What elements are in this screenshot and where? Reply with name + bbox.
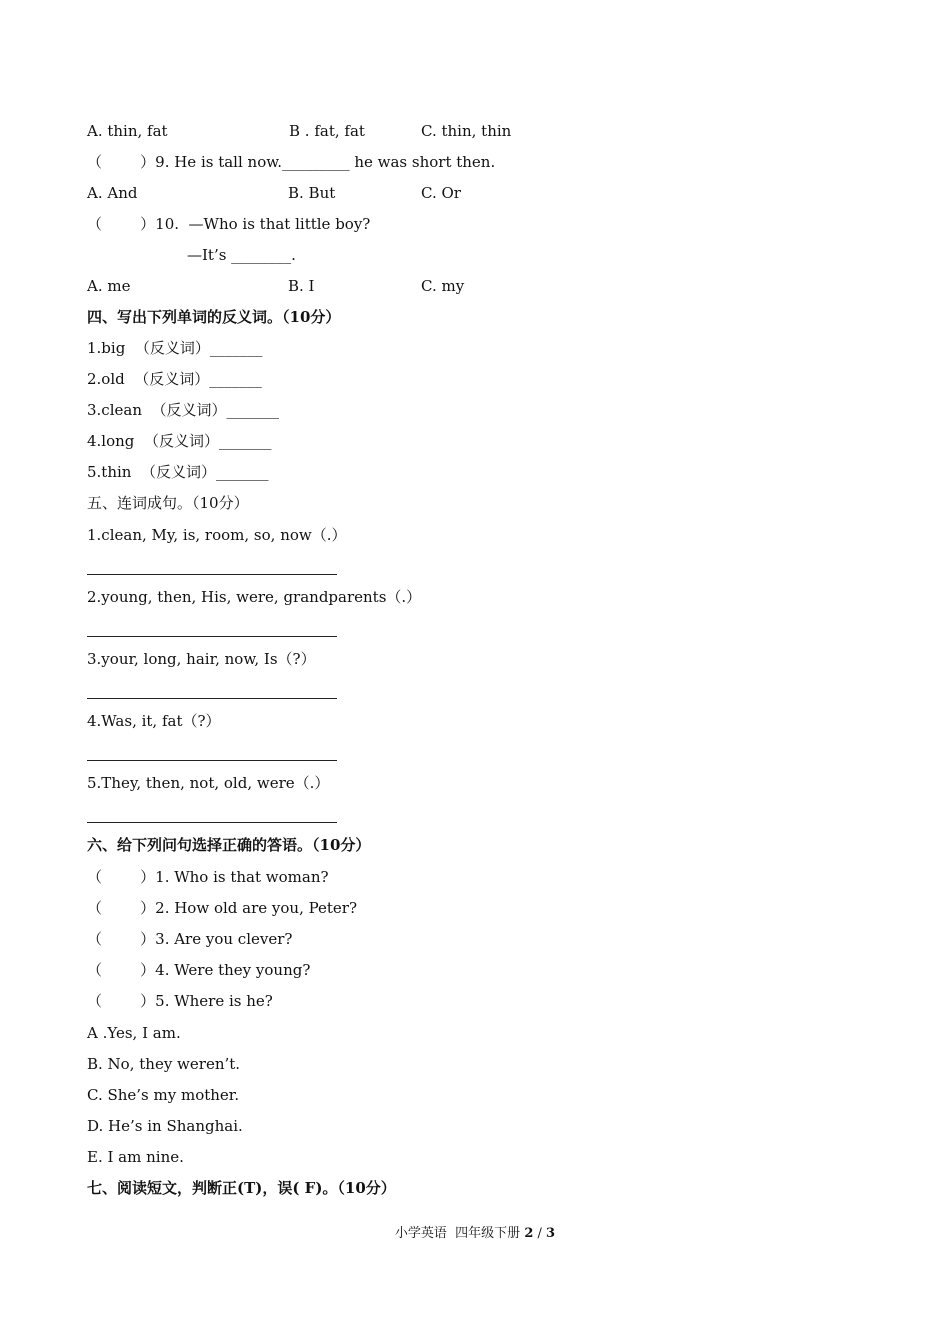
answer-line xyxy=(87,698,337,699)
section4-item: 5.thin （反义词）_______ xyxy=(87,463,269,481)
q9-option-b: B. But xyxy=(288,184,336,202)
section6-heading: 六、给下列问句选择正确的答语。（10分） xyxy=(87,836,371,854)
section6-answer: A .Yes, I am. xyxy=(87,1024,181,1042)
footer-separator: / xyxy=(533,1226,547,1241)
q9-stem: （ ）9. He is tall now._________ he was short then. xyxy=(87,153,496,171)
q10-option-a: A. me xyxy=(87,277,131,295)
q10-answer: —It’s ________. xyxy=(187,246,296,264)
section5-heading: 五、连词成句。（10分） xyxy=(87,494,249,512)
section6-question: （ ）5. Where is he? xyxy=(87,992,273,1010)
answer-line xyxy=(87,760,337,761)
section6-question: （ ）4. Were they young? xyxy=(87,961,311,979)
section5-item: 4.Was, it, fat（?） xyxy=(87,712,221,730)
section4-item: 1.big （反义词）_______ xyxy=(87,339,263,357)
section6-question: （ ）2. How old are you, Peter? xyxy=(87,899,358,917)
q8-option-b: B . fat, fat xyxy=(289,122,365,140)
q9-option-a: A. And xyxy=(87,184,138,202)
q8-option-c: C. thin, thin xyxy=(421,122,512,140)
section4-item: 3.clean （反义词）_______ xyxy=(87,401,280,419)
answer-line xyxy=(87,636,337,637)
section4-heading: 四、写出下列单词的反义词。（10分） xyxy=(87,308,341,326)
section6-question: （ ）3. Are you clever? xyxy=(87,930,293,948)
section5-item: 2.young, then, His, were, grandparents（.） xyxy=(87,588,422,606)
q10-stem: （ ）10. —Who is that little boy? xyxy=(87,215,371,233)
q10-option-b: B. I xyxy=(288,277,315,295)
page-footer xyxy=(0,1224,950,1244)
section7-heading: 七、阅读短文，判断正(T)，误( F)。（10分） xyxy=(87,1179,396,1197)
answer-line xyxy=(87,822,337,823)
section6-question: （ ）1. Who is that woman? xyxy=(87,868,329,886)
section6-answer: B. No, they weren’t. xyxy=(87,1055,241,1073)
q10-option-c: C. my xyxy=(421,277,465,295)
section6-answer: D. He’s in Shanghai. xyxy=(87,1117,243,1135)
answer-line xyxy=(87,574,337,575)
section5-item: 5.They, then, not, old, were（.） xyxy=(87,774,330,792)
section4-item: 2.old （反义词）_______ xyxy=(87,370,262,388)
footer-page-number: 2 xyxy=(524,1226,534,1241)
section4-item: 4.long （反义词）_______ xyxy=(87,432,272,450)
section5-item: 3.your, long, hair, now, Is（?） xyxy=(87,650,316,668)
footer-total-pages: 3 xyxy=(546,1226,556,1241)
q8-option-a: A. thin, fat xyxy=(87,122,168,140)
footer-text: 小学英语 四年级下册 xyxy=(394,1226,525,1241)
section6-answer: C. She’s my mother. xyxy=(87,1086,240,1104)
q9-option-c: C. Or xyxy=(421,184,461,202)
section6-answer: E. I am nine. xyxy=(87,1148,184,1166)
section5-item: 1.clean, My, is, room, so, now（.） xyxy=(87,526,347,544)
